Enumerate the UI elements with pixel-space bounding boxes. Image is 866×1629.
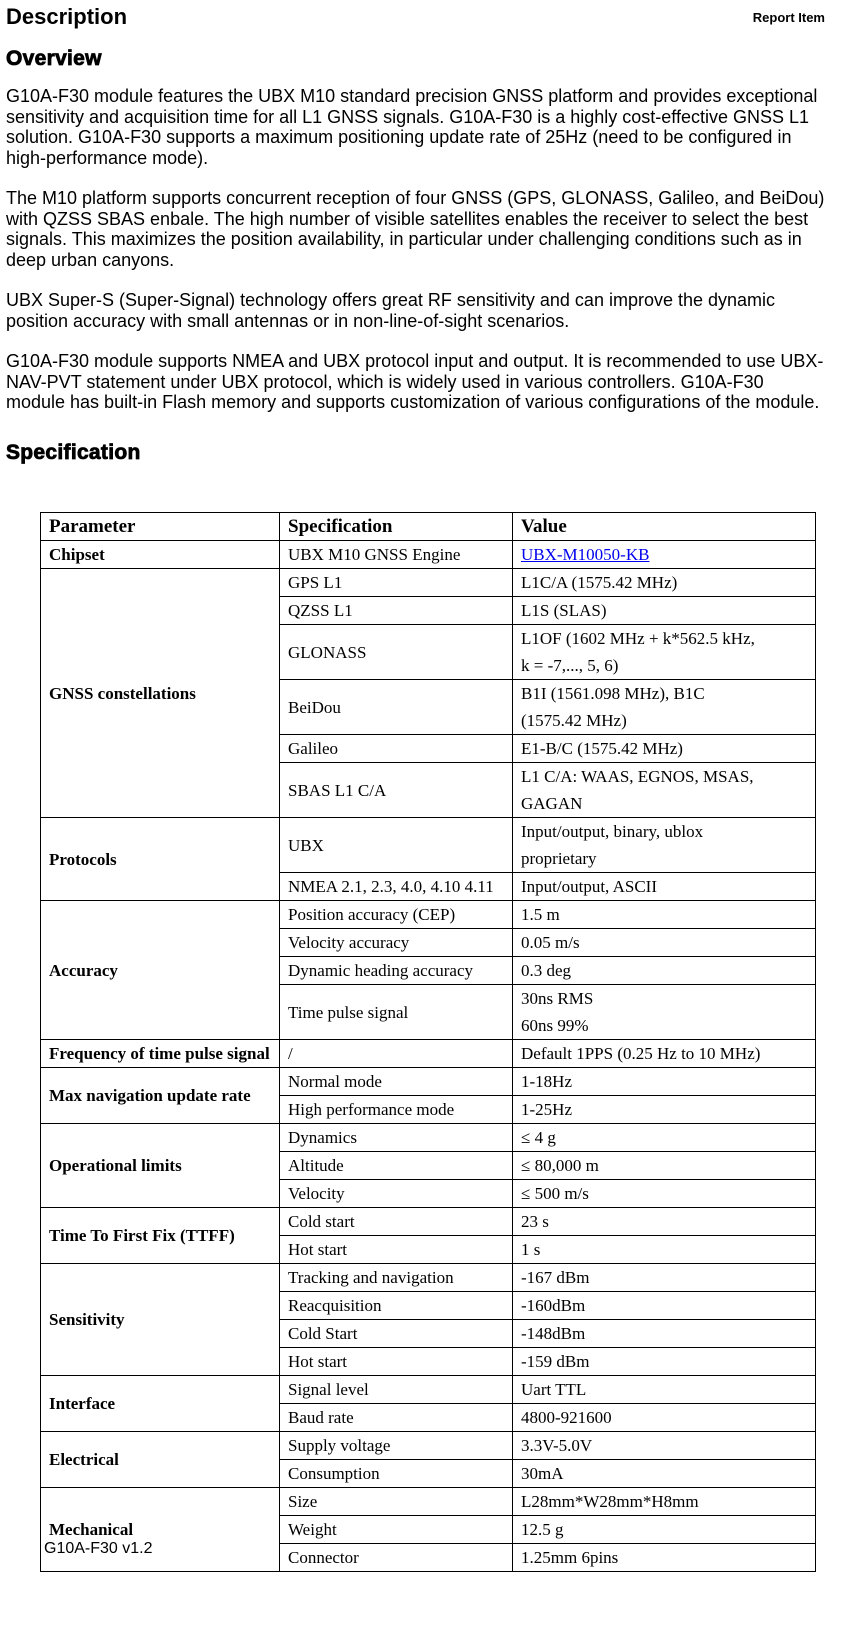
column-header: Specification [280, 513, 513, 541]
overview-paragraph: The M10 platform supports concurrent reception of four GNSS (GPS, GLONASS, Galileo, and BeiDou) with QZSS SBAS enbale. The high number of visible satellites enables the receiver to select the best signals. This maximizes the position availability, in particular under challenging conditions such as in deep urban canyons. [6, 188, 825, 270]
table-row [41, 1068, 816, 1096]
specification-cell: Size [280, 1488, 513, 1516]
value-cell: 1.25mm 6pins [513, 1544, 816, 1572]
specification-heading: Specification [6, 441, 141, 464]
overview-text [6, 86, 826, 433]
specification-cell: Weight [280, 1516, 513, 1544]
specification-cell: Reacquisition [280, 1292, 513, 1320]
specification-cell: BeiDou [280, 680, 513, 735]
specification-cell: Position accuracy (CEP) [280, 901, 513, 929]
table-row [41, 818, 816, 873]
specification-cell: GLONASS [280, 625, 513, 680]
table-row [41, 569, 816, 597]
value-cell: 4800-921600 [513, 1404, 816, 1432]
value-cell: 23 s [513, 1208, 816, 1236]
specification-cell: Velocity accuracy [280, 929, 513, 957]
value-cell: L1 C/A: WAAS, EGNOS, MSAS, GAGAN [513, 763, 816, 818]
parameter-cell: Sensitivity [41, 1264, 280, 1376]
specification-cell: Hot start [280, 1348, 513, 1376]
specification-cell: Cold Start [280, 1320, 513, 1348]
column-header: Parameter [41, 513, 280, 541]
overview-paragraph: UBX Super-S (Super-Signal) technology offers great RF sensitivity and can improve the dynamic position accuracy with small antennas or in non-line-of-sight scenarios. [6, 290, 776, 331]
specification-cell: NMEA 2.1, 2.3, 4.0, 4.10 4.11 [280, 873, 513, 901]
value-cell [513, 541, 816, 569]
value-cell: B1I (1561.098 MHz), B1C (1575.42 MHz) [513, 680, 816, 735]
specification-cell: GPS L1 [280, 569, 513, 597]
table-header-row [41, 513, 816, 541]
specification-cell: Supply voltage [280, 1432, 513, 1460]
specification-cell: Tracking and navigation [280, 1264, 513, 1292]
table-row [41, 1376, 816, 1404]
parameter-cell: GNSS constellations [41, 569, 280, 818]
report-item-link[interactable]: Report Item [752, 10, 825, 25]
specification-cell: High performance mode [280, 1096, 513, 1124]
specification-cell: Dynamic heading accuracy [280, 957, 513, 985]
value-cell: 1-25Hz [513, 1096, 816, 1124]
column-header: Value [513, 513, 816, 541]
specification-cell: Baud rate [280, 1404, 513, 1432]
table-row [41, 1432, 816, 1460]
specification-cell: UBX [280, 818, 513, 873]
table-row [41, 901, 816, 929]
parameter-cell: Frequency of time pulse signal [41, 1040, 280, 1068]
value-cell: Uart TTL [513, 1376, 816, 1404]
table-row [41, 1040, 816, 1068]
value-cell: 1 s [513, 1236, 816, 1264]
value-cell: 0.05 m/s [513, 929, 816, 957]
specification-cell: Dynamics [280, 1124, 513, 1152]
specification-cell: Signal level [280, 1376, 513, 1404]
specification-cell: / [280, 1040, 513, 1068]
value-cell: ≤ 4 g [513, 1124, 816, 1152]
value-cell: -167 dBm [513, 1264, 816, 1292]
specification-cell: Normal mode [280, 1068, 513, 1096]
value-cell: L28mm*W28mm*H8mm [513, 1488, 816, 1516]
specification-table [40, 512, 816, 1572]
value-cell: 3.3V-5.0V [513, 1432, 816, 1460]
overview-heading: Overview [6, 47, 102, 70]
value-cell: Input/output, binary, ublox proprietary [513, 818, 816, 873]
parameter-cell: Accuracy [41, 901, 280, 1040]
specification-cell: Time pulse signal [280, 985, 513, 1040]
overview-paragraph: G10A-F30 module features the UBX M10 standard precision GNSS platform and provides exceptional sensitivity and acquisition time for all L1 GNSS signals. G10A-F30 is a highly cost-effective GNSS L1 solution. G10A-F30 supports a maximum positioning update rate of 25Hz (need to be configured in high-performance mode). [6, 86, 818, 168]
specification-cell: Velocity [280, 1180, 513, 1208]
value-cell: Default 1PPS (0.25 Hz to 10 MHz) [513, 1040, 816, 1068]
value-cell: ≤ 80,000 m [513, 1152, 816, 1180]
value-cell: 1.5 m [513, 901, 816, 929]
specification-cell: SBAS L1 C/A [280, 763, 513, 818]
table-row [41, 1124, 816, 1152]
version-footer: G10A-F30 v1.2 [44, 1540, 153, 1557]
value-cell: L1OF (1602 MHz + k*562.5 kHz, k = -7,..., 5, 6) [513, 625, 816, 680]
value-cell: 30ns RMS 60ns 99% [513, 985, 816, 1040]
chipset-link[interactable]: UBX-M10050-KB [521, 545, 650, 564]
parameter-cell: Mechanical [41, 1488, 280, 1572]
table-row [41, 1208, 816, 1236]
value-cell: -160dBm [513, 1292, 816, 1320]
parameter-cell: Electrical [41, 1432, 280, 1488]
overview-paragraph: G10A-F30 module supports NMEA and UBX protocol input and output. It is recommended to use UBX-NAV-PVT statement under UBX protocol, which is widely used in various controllers. G10A-F30 module has built-in Flash memory and supports customization of various configurations of the module. [6, 351, 824, 412]
value-cell: 0.3 deg [513, 957, 816, 985]
specification-cell: Galileo [280, 735, 513, 763]
table-row [41, 541, 816, 569]
value-cell: -148dBm [513, 1320, 816, 1348]
value-cell: L1C/A (1575.42 MHz) [513, 569, 816, 597]
value-cell: 12.5 g [513, 1516, 816, 1544]
specification-cell: UBX M10 GNSS Engine [280, 541, 513, 569]
parameter-cell: Chipset [41, 541, 280, 569]
page-title: Description [6, 4, 128, 29]
value-cell: L1S (SLAS) [513, 597, 816, 625]
value-cell: ≤ 500 m/s [513, 1180, 816, 1208]
value-cell: E1-B/C (1575.42 MHz) [513, 735, 816, 763]
value-cell: 30mA [513, 1460, 816, 1488]
parameter-cell: Protocols [41, 818, 280, 901]
parameter-cell: Time To First Fix (TTFF) [41, 1208, 280, 1264]
specification-cell: Cold start [280, 1208, 513, 1236]
value-cell: -159 dBm [513, 1348, 816, 1376]
specification-cell: Consumption [280, 1460, 513, 1488]
specification-cell: QZSS L1 [280, 597, 513, 625]
specification-cell: Connector [280, 1544, 513, 1572]
parameter-cell: Interface [41, 1376, 280, 1432]
specification-cell: Altitude [280, 1152, 513, 1180]
parameter-cell: Max navigation update rate [41, 1068, 280, 1124]
value-cell: 1-18Hz [513, 1068, 816, 1096]
table-row [41, 1488, 816, 1516]
table-row [41, 1264, 816, 1292]
value-cell: Input/output, ASCII [513, 873, 816, 901]
parameter-cell: Operational limits [41, 1124, 280, 1208]
specification-cell: Hot start [280, 1236, 513, 1264]
